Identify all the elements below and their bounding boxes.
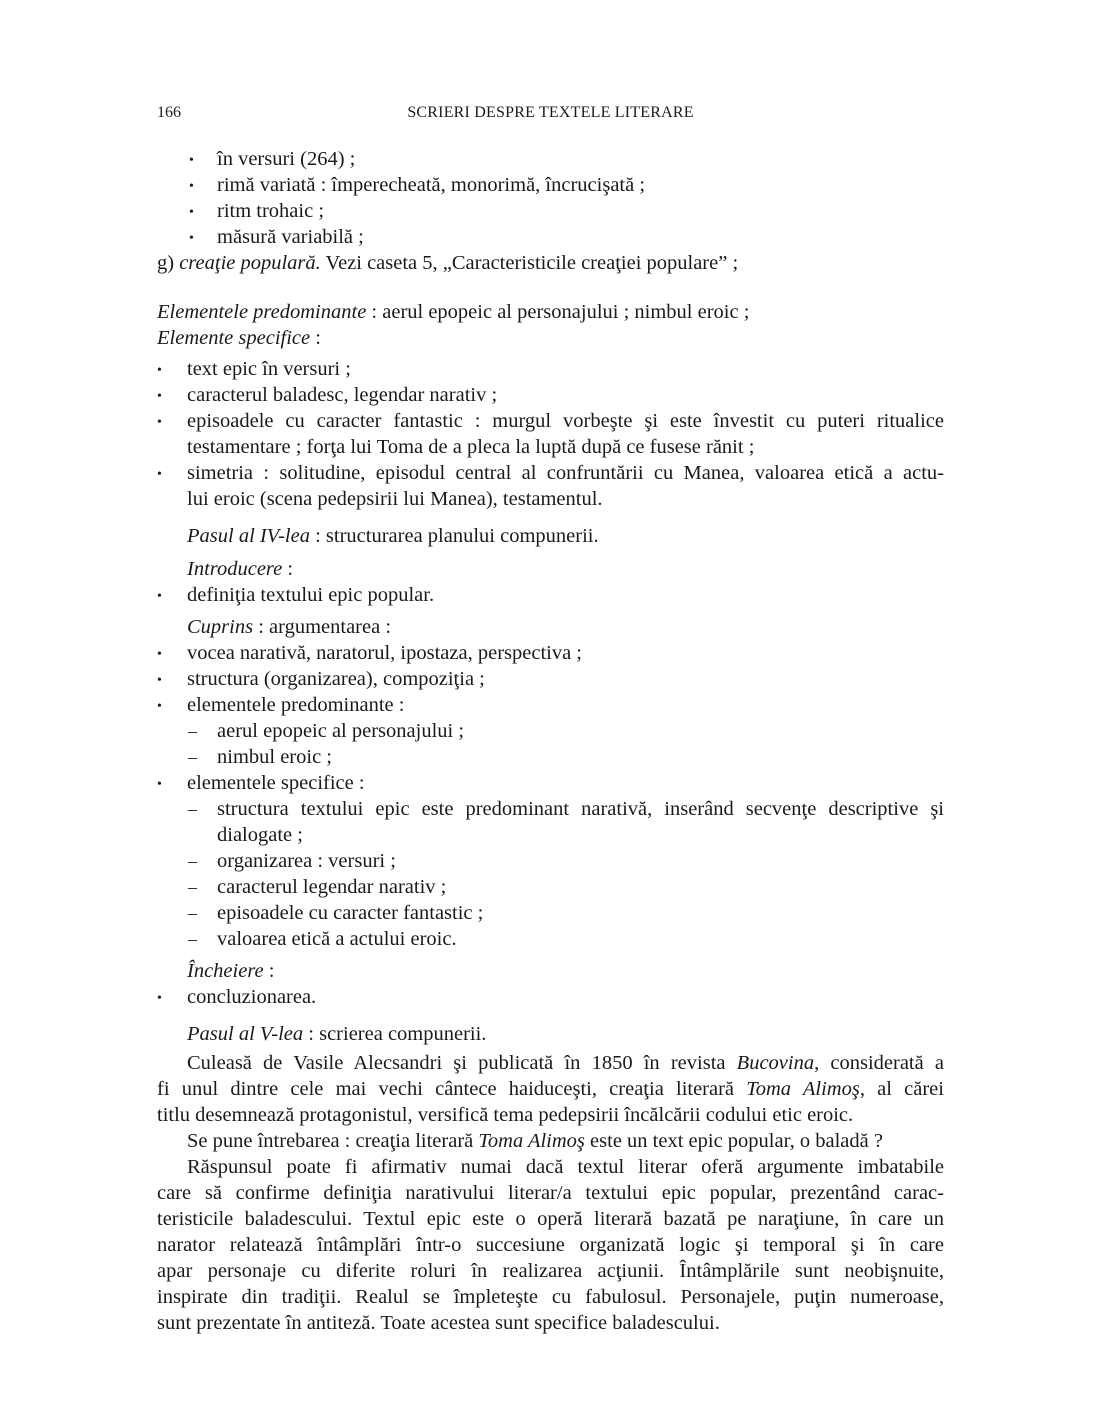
specific-elements-heading: Elemente specifice : [157, 327, 321, 349]
cuprins-label: Cuprins [187, 616, 254, 638]
list-item: elementele predominante : [187, 694, 405, 716]
bullet-icon: • [189, 153, 194, 168]
list-item: simetria : solitudine, episodul central al confruntării cu Manea, valoarea etică a actu- [187, 462, 944, 484]
list-item: structura (organizarea), compoziţia ; [187, 668, 485, 690]
list-item-continuation: testamentare ; forţa lui Toma de a pleca la luptă după ce fusese rănit ; [187, 436, 755, 458]
paragraph-line: Răspunsul poate fi afirmativ numai dacă textul literar oferă argumente imbatabile [187, 1156, 944, 1178]
paragraph-line: titlu desemnează protagonistul, versifică tema pedepsirii încălcării codului etic eroic. [157, 1104, 854, 1126]
list-item-continuation: lui eroic (scena pedepsirii lui Manea), testamentul. [187, 488, 603, 510]
predominant-label: Elementele predominante [157, 301, 367, 323]
list-item: vocea narativă, naratorul, ipostaza, perspectiva ; [187, 642, 583, 664]
page-header [157, 104, 944, 126]
dash-icon: – [188, 851, 197, 871]
bullet-icon: • [157, 777, 162, 792]
dash-icon: – [188, 721, 197, 741]
paragraph-line: teristicile baladescului. Textul epic este o operă literară bazată pe naraţiune, în care un [157, 1208, 944, 1230]
list-item: ritm trohaic ; [217, 200, 325, 222]
list-item: text epic în versuri ; [187, 358, 351, 380]
paragraph-line: apar personaje cu diferite roluri în realizarea acţiunii. Întâmplările sunt neobişnuite, [157, 1260, 944, 1282]
running-title: SCRIERI DESPRE TEXTELE LITERARE [407, 104, 694, 121]
sub-list-item: caracterul legendar narativ ; [217, 876, 447, 898]
list-item: concluzionarea. [187, 986, 317, 1008]
bullet-icon: • [189, 205, 194, 220]
paragraph-line: Se pune întrebarea : creaţia literară Toma Alimoş este un text epic popular, o baladă ? [187, 1130, 883, 1152]
intro-heading: Introducere : [187, 558, 294, 580]
sub-list-item-continuation: dialogate ; [217, 824, 303, 846]
dash-icon: – [188, 877, 197, 897]
dash-icon: – [188, 799, 197, 819]
bullet-icon: • [157, 991, 162, 1006]
intro-label: Introducere [187, 558, 283, 580]
bullet-icon: • [189, 231, 194, 246]
dash-icon: – [188, 747, 197, 767]
dash-icon: – [188, 903, 197, 923]
incheiere-heading: Încheiere : [187, 960, 275, 982]
paragraph-line: inspirate din tradiţii. Realul se împleteşte cu fabulosul. Personajele, puţin numeroase, [157, 1286, 944, 1308]
journal-title: Bucovina [736, 1052, 815, 1074]
sub-list-item: nimbul eroic ; [217, 746, 333, 768]
bullet-icon: • [157, 415, 162, 430]
bullet-icon: • [157, 699, 162, 714]
list-item: episoadele cu caracter fantastic : murgul vorbeşte şi este învestit cu puteri ritualice [187, 410, 944, 432]
list-item: caracterul baladesc, legendar narativ ; [187, 384, 498, 406]
list-item: definiţia textului epic popular. [187, 584, 435, 606]
step-5-label: Pasul al V-lea [187, 1023, 304, 1045]
work-title: Toma Alimoş [478, 1130, 585, 1152]
bullet-icon: • [189, 179, 194, 194]
dash-icon: – [188, 929, 197, 949]
sub-list-item: valoarea etică a actului eroic. [217, 928, 457, 950]
list-item: rimă variată : împerecheată, monorimă, încrucişată ; [217, 174, 646, 196]
step-4-label: Pasul al IV-lea [187, 525, 310, 547]
bullet-icon: • [157, 363, 162, 378]
list-item: măsură variabilă ; [217, 226, 364, 248]
bullet-icon: • [157, 589, 162, 604]
specific-label: Elemente specifice [157, 327, 311, 349]
paragraph-line: narator relatează întâmplări într-o succesiune organizată logic şi temporal şi în care [157, 1234, 944, 1256]
step-5: Pasul al V-lea : scrierea compunerii. [187, 1023, 487, 1045]
paragraph-line: care să confirme definiţia narativului literar/a textului epic popular, prezentând carac- [157, 1182, 944, 1204]
incheiere-label: Încheiere [187, 960, 264, 982]
item-g-term: creaţie populară. [179, 252, 321, 274]
bullet-icon: • [157, 389, 162, 404]
sub-list-item: structura textului epic este predominant narativă, inserând secvenţe descriptive şi [217, 798, 944, 820]
sub-list-item: episoadele cu caracter fantastic ; [217, 902, 484, 924]
bullet-icon: • [157, 673, 162, 688]
page-number: 166 [157, 104, 181, 121]
step-4: Pasul al IV-lea : structurarea planului compunerii. [187, 525, 599, 547]
work-title: Toma Alimoş [746, 1078, 860, 1100]
item-g: g) creaţie populară. Vezi caseta 5, „Caracteristicile creaţiei populare” ; [157, 252, 739, 274]
paragraph-line: fi unul dintre cele mai vechi cântece haiduceşti, creaţia literară Toma Alimoş, al cărei [157, 1078, 944, 1100]
paragraph-line: Culeasă de Vasile Alecsandri şi publicată în 1850 în revista Bucovina, considerată a [187, 1052, 944, 1074]
bullet-icon: • [157, 467, 162, 482]
list-item: în versuri (264) ; [217, 148, 356, 170]
sub-list-item: aerul epopeic al personajului ; [217, 720, 465, 742]
cuprins-heading: Cuprins : argumentarea : [187, 616, 392, 638]
bullet-icon: • [157, 647, 162, 662]
predominant-elements: Elementele predominante : aerul epopeic al personajului ; nimbul eroic ; [157, 301, 750, 323]
sub-list-item: organizarea : versuri ; [217, 850, 396, 872]
paragraph-line: sunt prezentate în antiteză. Toate acestea sunt specifice baladescului. [157, 1312, 720, 1334]
list-item: elementele specifice : [187, 772, 365, 794]
